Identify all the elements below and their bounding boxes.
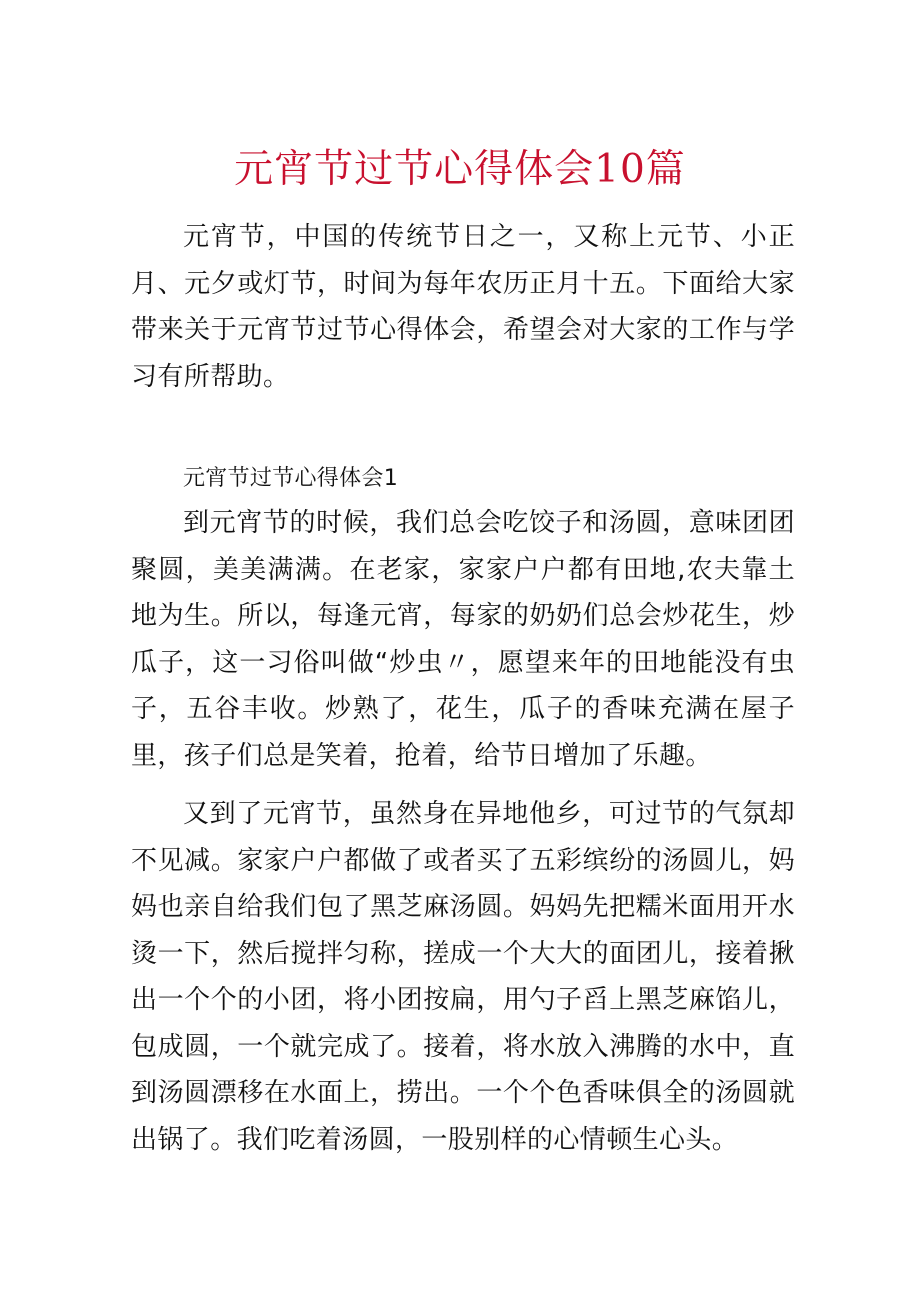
section-heading: 元宵节过节心得体会1 [183,466,398,491]
document-title: 元宵节过节心得体会10篇 [234,147,686,192]
section-paragraph-1: 到元宵节的时候，我们总会吃饺子和汤圆，意味团团聚圆，美美满满。在老家，家家户户都有田地,农夫靠土地为生。所以，每逢元宵，每家的奶奶们总会炒花生，炒瓜子，这一习俗叫做“炒虫〃，愿望来年的田地能没有虫子，五谷丰收。炒熟了，花生，瓜子的香味充满在屋子里，孩子们总是笑着，抢着，给节日增加了乐趣。 [131,508,795,771]
section-paragraph-2: 又到了元宵节，虽然身在异地他乡，可过节的气氛却不见减。家家户户都做了或者买了五彩缤纷的汤圆儿，妈妈也亲自给我们包了黑芝麻汤圆。妈妈先把糯米面用开水烫一下，然后搅拌匀称，搓成一个大大的面团儿，接着揪出一个个的小团，将小团按扁，用勺子舀上黑芝麻馅儿，包成圆，一个就完成了。接着，将水放入沸腾的水中，直到汤圆漂移在水面上，捞出。一个个色香味俱全的汤圆就出锅了。我们吃着汤圆，一股别样的心情顿生心头。 [131,799,795,1155]
intro-paragraph: 元宵节，中国的传统节日之一，又称上元节、小正月、元夕或灯节，时间为每年农历正月十五。下面给大家带来关于元宵节过节心得体会，希望会对大家的工作与学习有所帮助。 [131,222,795,392]
